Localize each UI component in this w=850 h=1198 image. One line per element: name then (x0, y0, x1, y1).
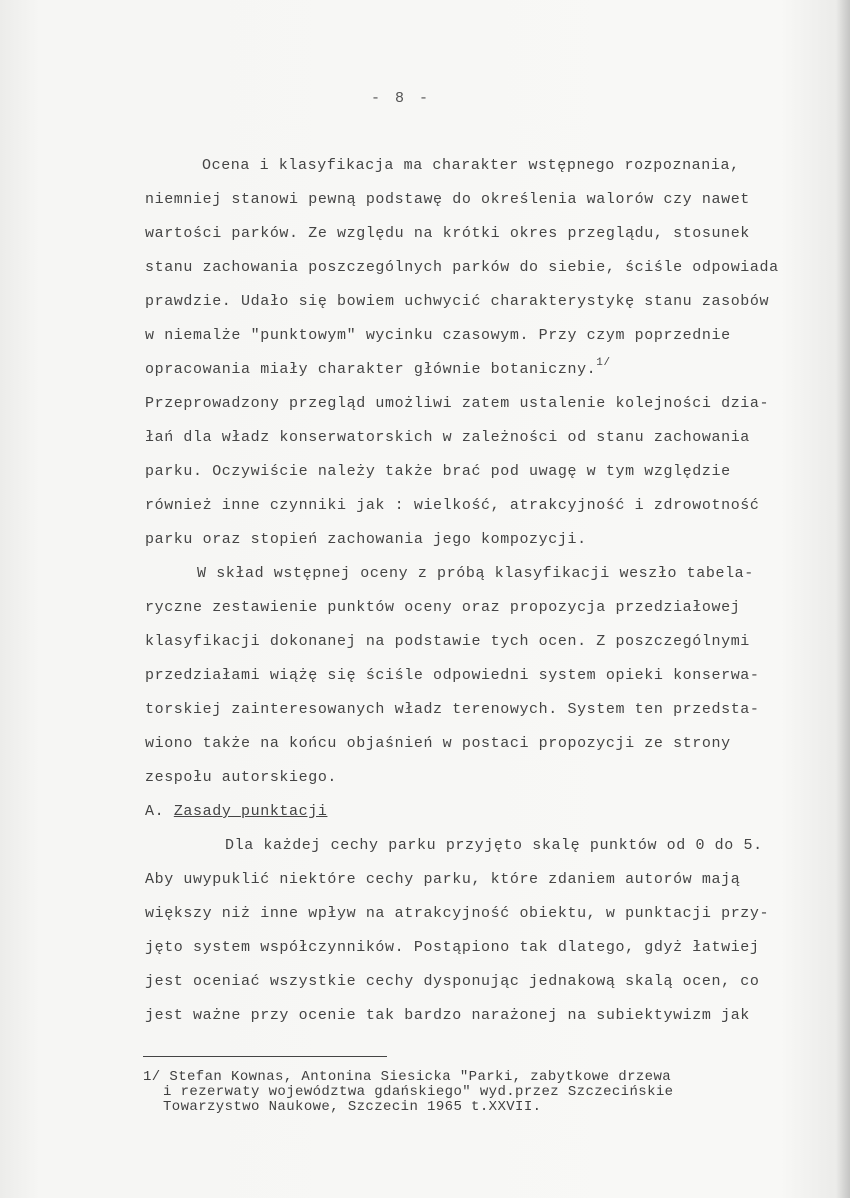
p3-line: torskiej zainteresowanych władz terenowych. System ten przedsta- (145, 701, 760, 718)
p1-last-line (145, 353, 805, 387)
p4-line: większy niż inne wpływ na atrakcyjność obiektu, w punktacji przy- (145, 905, 770, 922)
p4-line: Dla każdej cechy parku przyjęto skalę punktów od 0 do 5. (225, 837, 763, 854)
p2-line: łań dla władz konserwatorskich w zależności od stanu zachowania (145, 429, 750, 446)
p1-line-text: opracowania miały charakter głównie botaniczny. (145, 361, 597, 378)
footnote-line: i rezerwaty województwa gdańskiego" wyd.przez Szczecińskie (163, 1084, 674, 1100)
body-text (145, 149, 805, 1033)
footnote-line: 1/ Stefan Kownas, Antonina Siesicka "Parki, zabytkowe drzewa (143, 1069, 672, 1085)
p2-line: parku oraz stopień zachowania jego kompozycji. (145, 531, 587, 548)
footnote-divider (143, 1056, 387, 1057)
p4-line: jest ważne przy ocenie tak bardzo narażonej na subiektywizm jak (145, 1007, 750, 1024)
p1-line: Ocena i klasyfikacja ma charakter wstępnego rozpoznania, (202, 157, 740, 174)
footnote-reference: 1/ (596, 357, 611, 369)
p1-line: prawdzie. Udało się bowiem uchwycić charakterystykę stanu zasobów (145, 293, 770, 310)
section-title: Zasady punktacji (173, 803, 328, 820)
page-number: - 8 - (370, 90, 431, 107)
p2-line: parku. Oczywiście należy także brać pod uwagę w tym względzie (145, 463, 731, 480)
section-prefix: A. (145, 803, 165, 820)
footnote (143, 1070, 803, 1115)
p2-line: Przeprowadzony przegląd umożliwi zatem ustalenie kolejności dzia- (145, 395, 770, 412)
p3-line: zespołu autorskiego. (145, 769, 338, 786)
p4-line: jest oceniać wszystkie cechy dysponując jednakową skalą ocen, co (145, 973, 760, 990)
p2-line: również inne czynniki jak : wielkość, atrakcyjność i zdrowotność (145, 497, 760, 514)
p1-line: niemniej stanowi pewną podstawę do określenia walorów czy nawet (145, 191, 750, 208)
p3-line: W skład wstępnej oceny z próbą klasyfikacji weszło tabela- (197, 565, 754, 582)
p3-line: ryczne zestawienie punktów oceny oraz propozycja przedziałowej (145, 599, 741, 616)
p1-line: w niemalże "punktowym" wycinku czasowym. Przy czym poprzednie (145, 327, 731, 344)
p4-line: Aby uwypuklić niektóre cechy parku, które zdaniem autorów mają (145, 871, 741, 888)
p1-line: wartości parków. Ze względu na krótki okres przeglądu, stosunek (145, 225, 750, 242)
p3-line: wiono także na końcu objaśnień w postaci propozycji ze strony (145, 735, 731, 752)
p3-line: przedziałami wiążę się ściśle odpowiedni system opieki konserwa- (145, 667, 760, 684)
p4-line: jęto system współczynników. Postąpiono tak dlatego, gdyż łatwiej (145, 939, 760, 956)
section-heading (145, 795, 805, 829)
p3-line: klasyfikacji dokonanej na podstawie tych ocen. Z poszczególnymi (145, 633, 750, 650)
page-edge-shadow (836, 0, 850, 1198)
footnote-line: Towarzystwo Naukowe, Szczecin 1965 t.XXVII. (163, 1099, 542, 1115)
p1-line: stanu zachowania poszczególnych parków do siebie, ściśle odpowiada (145, 259, 779, 276)
